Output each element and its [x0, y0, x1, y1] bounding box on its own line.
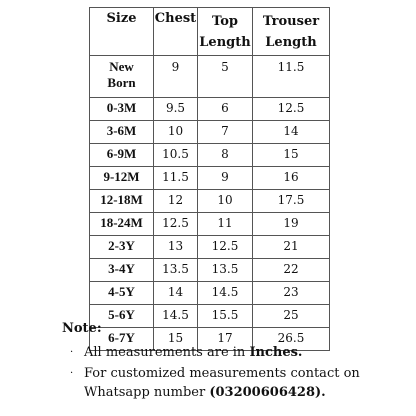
table-row: [90, 236, 330, 259]
header-size-line: Size: [106, 11, 137, 26]
chest-cell: 11.5: [154, 167, 198, 190]
chest-cell: 9.5: [154, 98, 198, 121]
size-cell: 6-7Y: [90, 328, 154, 351]
size-cell: 5-6Y: [90, 305, 154, 328]
note-item-1-bold: Inches.: [249, 345, 303, 360]
size-cell: 0-3M: [90, 98, 154, 121]
bullet-icon: ·: [70, 347, 74, 358]
trouser-length-cell: 25: [253, 305, 330, 328]
trouser-length-cell: 23: [253, 282, 330, 305]
trouser-length-cell: 14: [253, 121, 330, 144]
top-length-cell: 13.5: [198, 259, 253, 282]
note-item: [70, 364, 400, 402]
size-cell: 6-9M: [90, 144, 154, 167]
trouser-length-cell: 21: [253, 236, 330, 259]
table-header-row: [90, 8, 330, 56]
chest-cell: 14.5: [154, 305, 198, 328]
chest-cell: 13: [154, 236, 198, 259]
size-chart-table: [89, 7, 330, 351]
size-cell: 9-12M: [90, 167, 154, 190]
chest-cell: 10.5: [154, 144, 198, 167]
top-length-cell: 8: [198, 144, 253, 167]
top-length-cell: 14.5: [198, 282, 253, 305]
size-cell: 3-4Y: [90, 259, 154, 282]
size-cell: 18-24M: [90, 213, 154, 236]
trouser-length-cell: 22: [253, 259, 330, 282]
top-length-cell: 17: [198, 328, 253, 351]
trouser-length-cell: 15: [253, 144, 330, 167]
chest-cell: 12: [154, 190, 198, 213]
table-row: [90, 121, 330, 144]
table-row: [90, 213, 330, 236]
trouser-length-cell: 12.5: [253, 98, 330, 121]
header-chest: [154, 8, 198, 56]
table-row: [90, 259, 330, 282]
chest-cell: 9: [154, 56, 198, 98]
note-item-1-text: All measurements are in: [84, 345, 250, 360]
header-top-line2: Length: [199, 35, 251, 50]
top-length-cell: 10: [198, 190, 253, 213]
table-row: [90, 282, 330, 305]
top-length-cell: 5: [198, 56, 253, 98]
header-top-line1: Top: [212, 14, 238, 29]
chest-cell: 15: [154, 328, 198, 351]
table-row: [90, 305, 330, 328]
top-length-cell: 12.5: [198, 236, 253, 259]
header-trouser-line2: Length: [265, 35, 317, 50]
trouser-length-cell: 19: [253, 213, 330, 236]
trouser-length-cell: 17.5: [253, 190, 330, 213]
note-item-2-text: For customized measurements contact on Whatsapp number: [84, 366, 360, 400]
chest-cell: 14: [154, 282, 198, 305]
header-trouser-line1: Trouser: [262, 14, 320, 29]
size-cell: 4-5Y: [90, 282, 154, 305]
chest-cell: 13.5: [154, 259, 198, 282]
header-chest-line: Chest: [154, 11, 197, 26]
top-length-cell: 9: [198, 167, 253, 190]
top-length-cell: 11: [198, 213, 253, 236]
header-trouser-length: [253, 8, 330, 56]
trouser-length-cell: 16: [253, 167, 330, 190]
size-cell: 12-18M: [90, 190, 154, 213]
table-row: [90, 144, 330, 167]
size-cell: 2-3Y: [90, 236, 154, 259]
trouser-length-cell: 11.5: [253, 56, 330, 98]
table-row: [90, 56, 330, 98]
top-length-cell: 15.5: [198, 305, 253, 328]
header-size: [90, 8, 154, 56]
size-cell: New Born: [90, 56, 154, 98]
note-title: Note:: [62, 321, 102, 336]
size-cell: 3-6M: [90, 121, 154, 144]
table-row: [90, 167, 330, 190]
chest-cell: 10: [154, 121, 198, 144]
trouser-length-cell: 26.5: [253, 328, 330, 351]
chest-cell: 12.5: [154, 213, 198, 236]
note-list: [70, 343, 400, 404]
note-item-2-bold: (03200606428).: [209, 385, 326, 400]
header-top-length: [198, 8, 253, 56]
top-length-cell: 7: [198, 121, 253, 144]
note-item: [70, 343, 400, 362]
top-length-cell: 6: [198, 98, 253, 121]
table-row: [90, 98, 330, 121]
bullet-icon: ·: [70, 368, 74, 379]
table-row: [90, 190, 330, 213]
